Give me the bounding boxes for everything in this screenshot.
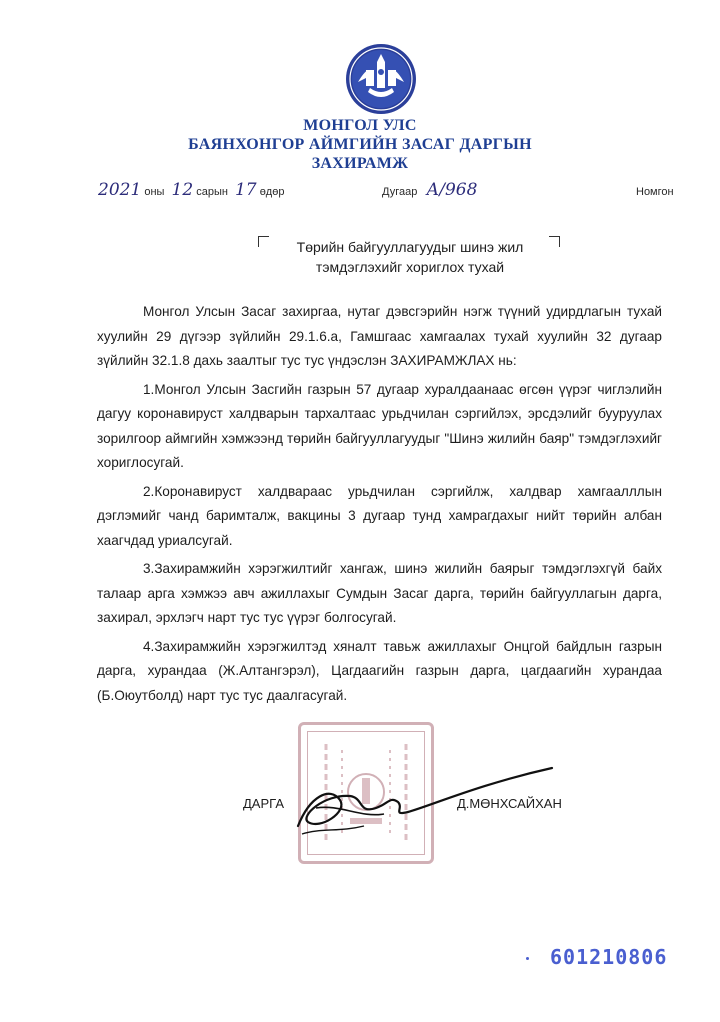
month-label: сарын	[196, 186, 228, 198]
year-label: оны	[144, 186, 165, 198]
signatory-title: ДАРГА	[243, 796, 284, 811]
number-label: Дугаар	[382, 186, 418, 198]
day-handwritten: 17	[234, 180, 257, 200]
footer-dot	[526, 957, 529, 960]
date-row	[98, 180, 284, 204]
month-handwritten: 12	[171, 180, 194, 200]
day-label: өдөр	[259, 186, 285, 198]
place-label: Номгон	[636, 186, 674, 198]
item-2-paragraph: 2.Коронавируст халдвараас урьдчилан сэргийлж, халдвар хамгаалллын дэглэмийг чанд баримталж, вакцины 3 дугаар тунд хамрагдахыг нийт төрийн албан хаагчдад уриалсугай.	[97, 483, 662, 548]
item-1-paragraph: 1.Монгол Улсын Засгийн газрын 57 дугаар хуралдаанаас өгсөн үүрэг чиглэлийн дагуу коронавируст халдварын тархалтаас урьдчилан сэргийлэх, эрсдэлийг бууруулах зорилгоор аймгийн хэмжээнд төрийн байгууллагуудыг "Шинэ жилийн баяр" тэмдэглэхийг хориглосугай.	[97, 381, 662, 470]
decree-body	[97, 300, 662, 712]
document-type-title: ЗАХИРАМЖ	[311, 155, 409, 172]
number-row	[382, 180, 477, 204]
item-4-paragraph: 4.Захирамжийн хэрэгжилтэд хяналт тавьж ажиллахыг Онцгой байдлын газрын дарга, хурандаа (Ж.Алтангэрэл), Цагдаагийн газрын дарга, цагдаагийн хурандаа (Б.Оюутболд) нарт тус тус даалгасугай.	[97, 638, 662, 703]
subject-line-1: Төрийн байгууллагуудыг шинэ жил	[296, 239, 524, 255]
authority-title: БАЯНХОНГОР АЙМГИЙН ЗАСАГ ДАРГЫН	[188, 136, 532, 153]
item-3-paragraph: 3.Захирамжийн хэрэгжилтийг хангаж, шинэ жилийн баярыг тэмдэглэхгүй байх талаар арга хэмжээ авч ажиллахыг Сумдын Засаг дарга, төрийн байгууллагын дарга, захирал, эрхлэгч нарт тус тус үүрэг болгосугай.	[97, 561, 662, 625]
number-handwritten: А/968	[426, 180, 478, 200]
preamble-paragraph: Монгол Улсын Засаг захиргаа, нутаг дэвсгэрийн нэгж түүний удирдлагын тухай хуулийн 29 дүгээр зүйлийн 29.1.6.а, Гамшгаас хамгаалах тухай хуулийн 32 дугаар зүйлийн 32.1.8 дахь заалтыг тус тус үндэслэн ЗАХИРАМЖЛАХ нь:	[97, 304, 662, 368]
subject-line-2: тэмдэглэхийг хориглох тухай	[315, 259, 505, 275]
signatory-name: Д.МӨНХСАЙХАН	[457, 796, 562, 811]
soyombo-emblem-icon	[344, 42, 418, 116]
year-handwritten: 2021	[98, 180, 142, 200]
registry-number: 601210806	[550, 945, 668, 969]
country-title: МОНГОЛ УЛС	[303, 117, 417, 134]
